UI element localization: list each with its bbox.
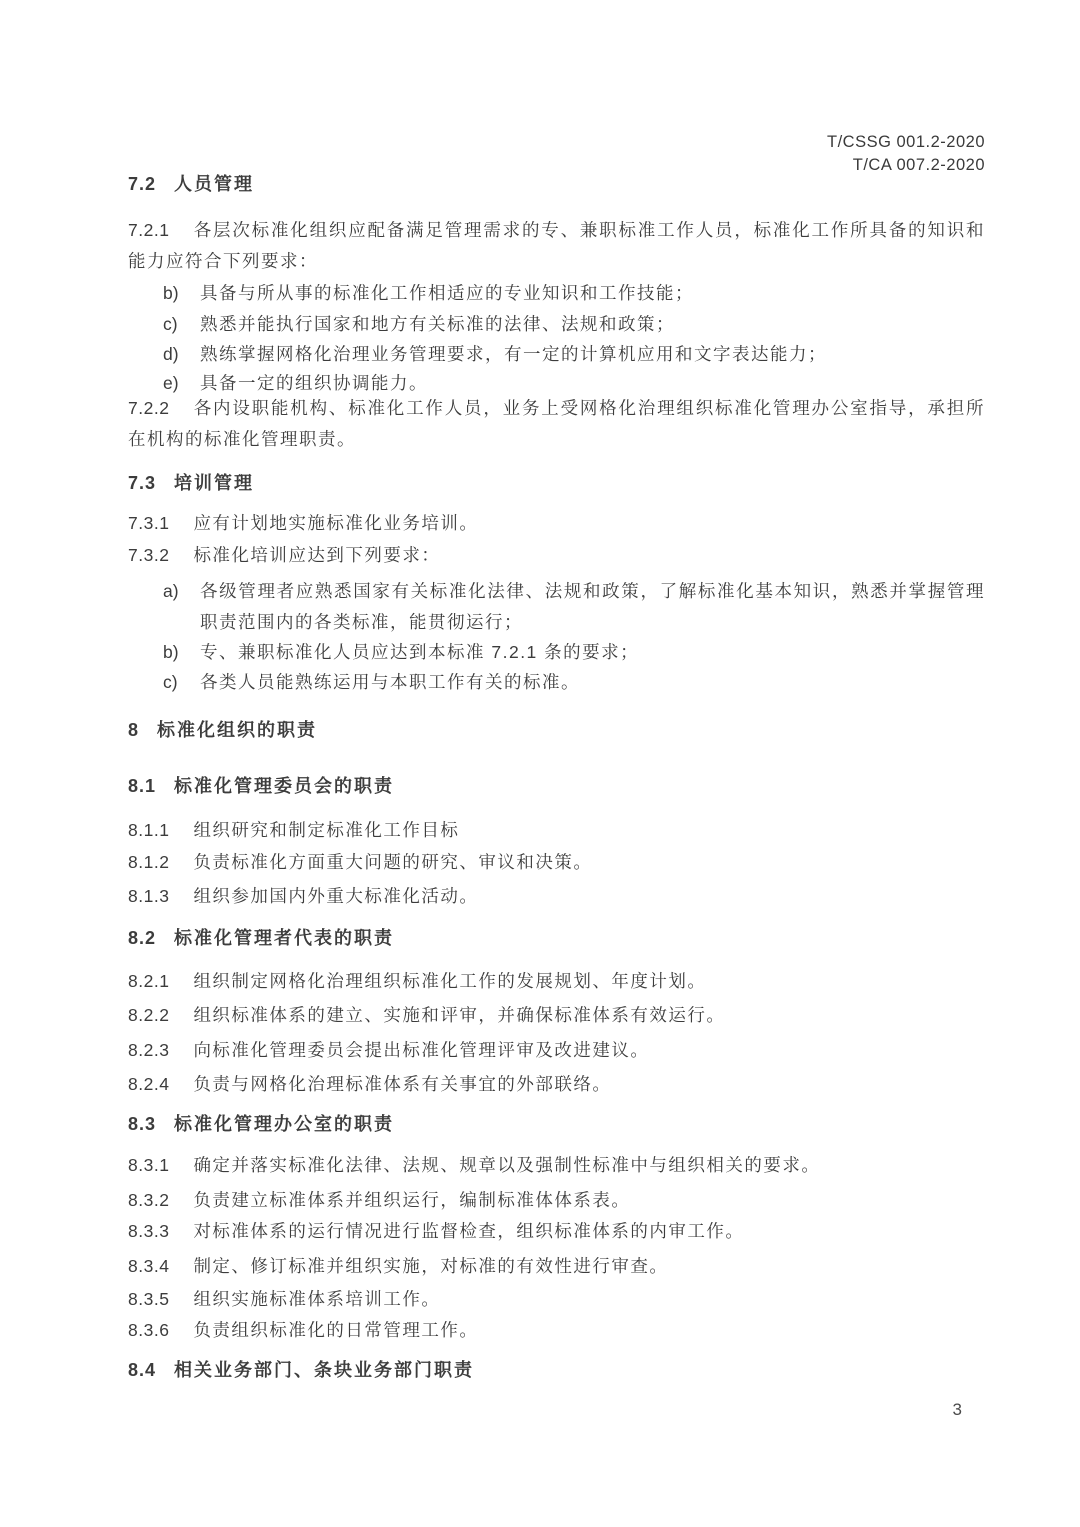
heading-8-3: [128, 1109, 985, 1140]
para-7-3-1: [128, 508, 985, 539]
clause-number: 8.3: [128, 1114, 157, 1134]
list-item-b: [128, 637, 985, 668]
page-number: 3: [952, 1400, 962, 1419]
clause-number: 8.3.6: [128, 1320, 170, 1340]
clause-title: 标准化管理委员会的职责: [174, 776, 395, 796]
clause-text: 制定、修订标准并组织实施，对标准的有效性进行审查。: [193, 1256, 669, 1276]
clause-number: 8.3.4: [128, 1256, 170, 1276]
item-text: 熟悉并能执行国家和地方有关标准的法律、法规和政策；: [200, 314, 675, 334]
clause-number: 8.3.1: [128, 1155, 170, 1175]
para-7-3-2: [128, 540, 985, 571]
clause-text: 组织参加国内外重大标准化活动。: [193, 886, 479, 906]
item-text: 具备与所从事的标准化工作相适应的专业知识和工作技能；: [200, 283, 694, 303]
doc-code-line-1: T/CSSG 001.2-2020: [827, 133, 985, 151]
clause-number: 8.1.2: [128, 852, 170, 872]
para-7-2-2: [128, 393, 985, 455]
heading-8-2: [128, 923, 985, 954]
clause-number: 7.3: [128, 473, 157, 493]
clause-number: 8.1.3: [128, 886, 170, 906]
clause-text: 各内设职能机构、标准化工作人员，业务上受网格化治理组织标准化管理办公室指导，承担所在机构的标准化管理职责。: [128, 398, 985, 449]
para-8-2-1: [128, 966, 985, 997]
clause-number: 8.1.1: [128, 820, 170, 840]
heading-7-2: [128, 169, 985, 200]
clause-title: 相关业务部门、条块业务部门职责: [174, 1360, 475, 1380]
para-8-3-3: [128, 1216, 985, 1247]
para-8-3-2: [128, 1185, 985, 1216]
heading-8: [128, 715, 985, 746]
item-marker: d): [163, 344, 179, 364]
item-marker: c): [163, 314, 178, 334]
clause-number: 8.2.3: [128, 1040, 170, 1060]
para-8-2-4: [128, 1069, 985, 1100]
clause-number: 8.4: [128, 1360, 157, 1380]
clause-text: 应有计划地实施标准化业务培训。: [193, 513, 479, 533]
heading-8-4: [128, 1355, 985, 1386]
para-8-3-1: [128, 1150, 985, 1181]
para-8-1-2: [128, 847, 985, 878]
clause-text: 负责与网格化治理标准体系有关事宜的外部联络。: [193, 1074, 612, 1094]
clause-text: 确定并落实标准化法律、法规、规章以及强制性标准中与组织相关的要求。: [193, 1155, 821, 1175]
item-text: 各类人员能熟练运用与本职工作有关的标准。: [200, 672, 580, 692]
item-marker: a): [163, 581, 179, 601]
clause-number: 7.2.2: [128, 398, 170, 418]
item-text: 具备一定的组织协调能力。: [200, 373, 428, 393]
para-8-1-3: [128, 881, 985, 912]
clause-text: 负责建立标准体系并组织运行，编制标准体体系表。: [193, 1190, 631, 1210]
item-marker: c): [163, 672, 178, 692]
item-text: 专、兼职标准化人员应达到本标准 7.2.1 条的要求；: [200, 642, 640, 662]
clause-text: 负责组织标准化的日常管理工作。: [193, 1320, 479, 1340]
heading-7-3: [128, 468, 985, 499]
clause-text: 负责标准化方面重大问题的研究、审议和决策。: [193, 852, 593, 872]
clause-text: 组织标准体系的建立、实施和评审，并确保标准体系有效运行。: [193, 1005, 726, 1025]
clause-text: 组织制定网格化治理组织标准化工作的发展规划、年度计划。: [193, 971, 707, 991]
clause-text: 各层次标准化组织应配备满足管理需求的专、兼职标准工作人员，标准化工作所具备的知识和能力应符合下列要求：: [128, 220, 985, 271]
clause-number: 8.3.5: [128, 1289, 170, 1309]
heading-8-1: [128, 771, 985, 802]
clause-title: 培训管理: [174, 473, 255, 493]
list-item-c: [128, 309, 985, 340]
clause-number: 7.2: [128, 174, 157, 194]
clause-number: 7.3.2: [128, 545, 170, 565]
list-item-c: [128, 667, 985, 698]
clause-number: 8.1: [128, 776, 157, 796]
clause-number: 7.2.1: [128, 220, 170, 240]
item-text: 各级管理者应熟悉国家有关标准化法律、法规和政策，了解标准化基本知识，熟悉并掌握管理职责范围内的各类标准，能贯彻运行；: [200, 581, 985, 632]
clause-number: 8.3.2: [128, 1190, 170, 1210]
document-content: [128, 0, 985, 1527]
clause-title: 标准化组织的职责: [157, 720, 318, 740]
para-8-2-2: [128, 1000, 985, 1031]
para-8-3-5: [128, 1284, 985, 1315]
para-8-3-4: [128, 1251, 985, 1282]
para-8-2-3: [128, 1035, 985, 1066]
clause-text: 组织实施标准体系培训工作。: [193, 1289, 441, 1309]
list-item-a: [128, 576, 985, 638]
item-text: 熟练掌握网格化治理业务管理要求，有一定的计算机应用和文字表达能力；: [200, 344, 827, 364]
para-7-2-1: [128, 215, 985, 277]
list-item-b: [128, 278, 985, 309]
clause-text: 组织研究和制定标准化工作目标: [193, 820, 460, 840]
item-marker: e): [163, 373, 179, 393]
para-8-1-1: [128, 815, 985, 846]
clause-number: 8.2.2: [128, 1005, 170, 1025]
para-8-3-6: [128, 1315, 985, 1346]
clause-number: 8: [128, 720, 140, 740]
clause-title: 标准化管理办公室的职责: [174, 1114, 395, 1134]
clause-text: 向标准化管理委员会提出标准化管理评审及改进建议。: [193, 1040, 650, 1060]
item-marker: b): [163, 283, 179, 303]
clause-text: 对标准体系的运行情况进行监督检查，组织标准体系的内审工作。: [193, 1221, 745, 1241]
item-marker: b): [163, 642, 179, 662]
clause-title: 标准化管理者代表的职责: [174, 928, 395, 948]
clause-number: 8.2: [128, 928, 157, 948]
clause-text: 标准化培训应达到下列要求：: [193, 545, 441, 565]
clause-number: 8.2.1: [128, 971, 170, 991]
clause-number: 8.2.4: [128, 1074, 170, 1094]
clause-number: 7.3.1: [128, 513, 170, 533]
list-item-d: [128, 339, 985, 370]
doc-code-line-2: T/CA 007.2-2020: [852, 156, 985, 174]
clause-title: 人员管理: [174, 174, 255, 194]
clause-number: 8.3.3: [128, 1221, 170, 1241]
